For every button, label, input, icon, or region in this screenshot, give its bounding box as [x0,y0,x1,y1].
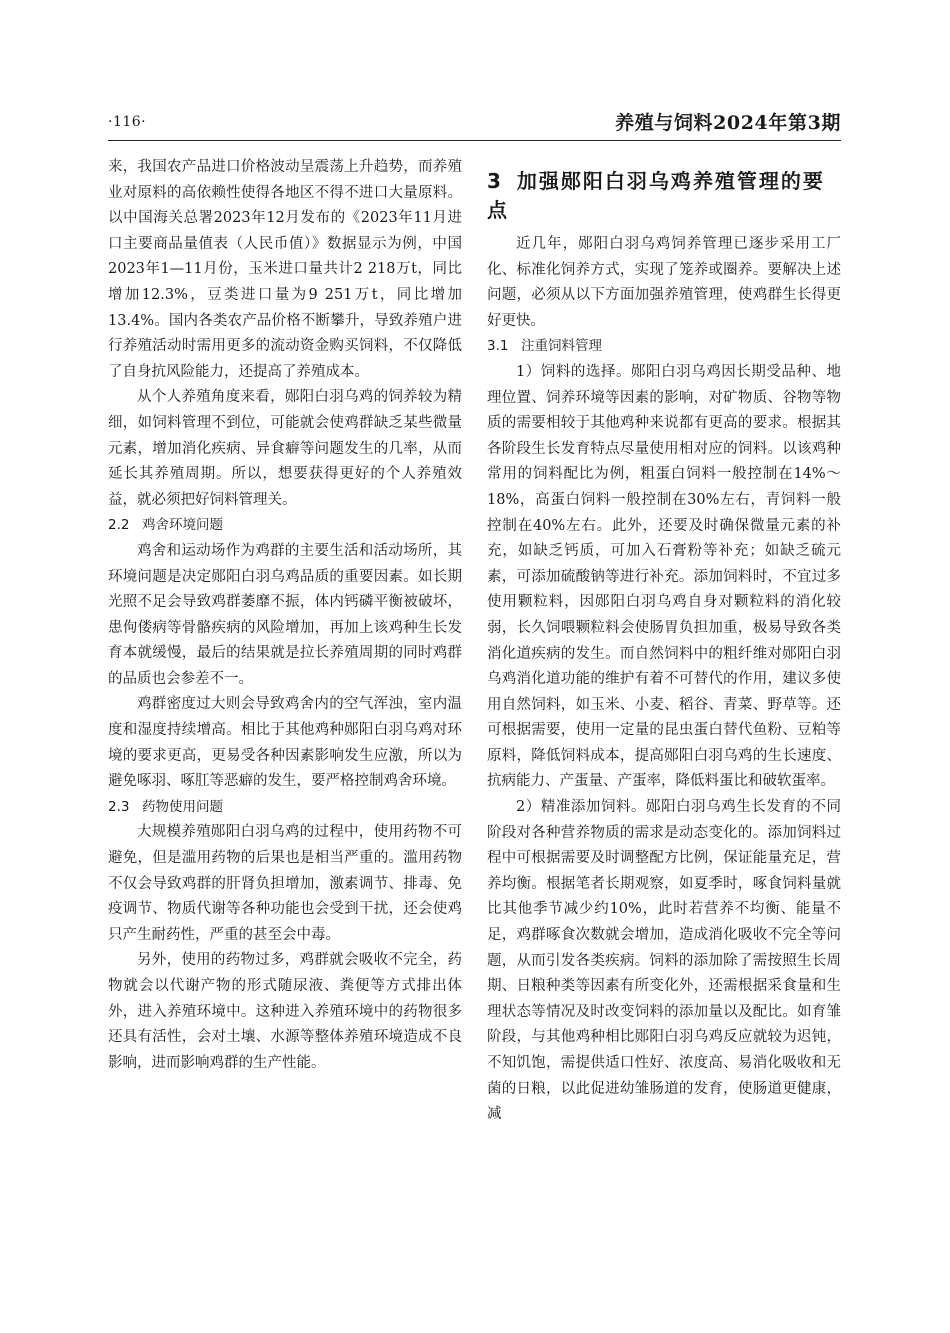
section-title: 加强郧阳白羽乌鸡养殖管理的要点 [487,169,825,222]
section-heading-3-1 [487,334,841,360]
page-header [108,108,841,140]
header-rule [108,140,841,141]
section-heading-3 [487,167,841,225]
left-column [108,155,462,1076]
right-column [487,155,841,1128]
section-number: 2.2 [108,517,130,534]
section-heading-2-2 [108,513,462,539]
section-number: 2.3 [108,798,130,815]
paragraph: 来，我国农产品进口价格波动呈震荡上升趋势，而养殖业对原料的高依赖性使得各地区不得不进口大量原料。以中国海关总署2023年12月发布的《2023年11月进口主要商品量值表（人民币值）》数据显示为例，中国2023年1—11月份，玉米进口量共计2 218万t，同比增加12.3%，豆类进口量为9 251万t，同比增加13.4%。国内各类农产品价格不断攀升，导致养殖户进行养殖活动时需用更多的流动资金购买饲料，不仅降低了自身抗风险能力，还提高了养殖成本。 [108,159,462,380]
page-number: ·116· [108,114,147,130]
section-heading-2-3 [108,795,462,821]
paragraph: 鸡群密度过大则会导致鸡舍内的空气浑浊，室内温度和湿度持续增高。相比于其他鸡种郧阳白羽乌鸡对环境的要求更高，更易受各种因素影响发生应激，所以为避免啄羽、啄肛等恶癖的发生，要严格控制鸡舍环境。 [108,696,462,790]
paragraph: 另外，使用的药物过多，鸡群就会吸收不完全，药物就会以代谢产物的形式随尿液、粪便等方式排出体外，进入养殖环境中。这种进入养殖环境中的药物很多还具有活性，会对土壤、水源等整体养殖环境造成不良影响，进而影响鸡群的生产性能。 [108,952,462,1071]
section-title: 鸡舍环境问题 [142,517,223,534]
paragraph: 鸡舍和运动场作为鸡群的主要生活和活动场所，其环境问题是决定郧阳白羽乌鸡品质的重要因素。如长期光照不足会导致鸡群萎靡不振，体内钙磷平衡被破坏，患佝偻病等骨骼疾病的风险增加，再加上该鸡种生长发育本就缓慢，最后的结果就是拉长养殖周期的同时鸡群的品质也会参差不一。 [108,542,462,687]
paragraph: 近几年，郧阳白羽乌鸡饲养管理已逐步采用工厂化、标准化饲养方式，实现了笼养或圈养。要解决上述问题，必须从以下方面加强养殖管理，使鸡群生长得更好更快。 [487,236,841,329]
paragraph: 大规模养殖郧阳白羽乌鸡的过程中，使用药物不可避免，但是滥用药物的后果也是相当严重的。滥用药物不仅会导致鸡群的肝肾负担增加，激素调节、排毒、免疫调节、物质代谢等各种功能也会受到干扰，还会使鸡只产生耐药性，严重的甚至会中毒。 [108,824,462,943]
section-title: 药物使用问题 [142,798,223,815]
section-number: 3.1 [487,338,509,355]
paragraph: 从个人养殖角度来看，郧阳白羽乌鸡的饲养较为精细，如饲料管理不到位，可能就会使鸡群缺乏某些微量元素，增加消化疾病、异食癖等问题发生的几率，从而延长其养殖周期。所以，想要获得更好的个人养殖效益，就必须把好饲料管理关。 [108,389,462,508]
section-number: 3 [487,169,503,193]
journal-title: 养殖与饲料2024年第3期 [615,112,841,134]
paragraph: 1）饲料的选择。郧阳白羽乌鸡因长期受品种、地理位置、饲养环境等因素的影响，对矿物质、谷物等物质的需要相较于其他鸡种来说都有更高的要求。根据其各阶段生长发育特点尽量使用相对应的饲料。以该鸡种常用的饲料配比为例，粗蛋白饲料一般控制在14%～18%，高蛋白饲料一般控制在30%左右，青饲料一般控制在40%左右。此外，还要及时确保微量元素的补充，如缺乏钙质，可加入石膏粉等补充；如缺乏硫元素，可添加硫酸钠等进行补充。添加饲料时，不宜过多使用颗粒料，因郧阳白羽乌鸡自身对颗粒料的消化较弱，长久饲喂颗粒料会使肠胃负担加重，极易导致各类消化道疾病的发生。而自然饲料中的粗纤维对郧阳白羽乌鸡消化道功能的维护有着不可替代的作用，建议多使用自然饲料，如玉米、小麦、稻谷、青菜、野草等。还可根据需要，使用一定量的昆虫蛋白替代鱼粉、豆粕等原料，降低饲料成本，提高郧阳白羽乌鸡的生长速度、抗病能力、产蛋量、产蛋率，降低料蛋比和破软蛋率。 [487,363,841,790]
paragraph: 2）精准添加饲料。郧阳白羽乌鸡生长发育的不同阶段对各种营养物质的需求是动态变化的。添加饲料过程中可根据需要及时调整配方比例，保证能量充足，营养均衡。根据笔者长期观察，如夏季时，啄食饲料量就比其他季节减少约10%，此时若营养不均衡、能量不足，鸡群啄食次数就会增加，造成消化吸收不完全等问题，从而引发各类疾病。饲料的添加除了需按照生长周期、日粮种类等因素有所变化外，还需根据采食量和生理状态等情况及时改变饲料的添加量以及配比。如育雏阶段，与其他鸡种相比郧阳白羽乌鸡反应就较为迟钝，不知饥饱，需提供适口性好、浓度高、易消化吸收和无菌的日粮，以此促进幼雏肠道的发育，使肠道更健康，减 [487,799,841,1123]
section-title: 注重饲料管理 [521,338,602,355]
